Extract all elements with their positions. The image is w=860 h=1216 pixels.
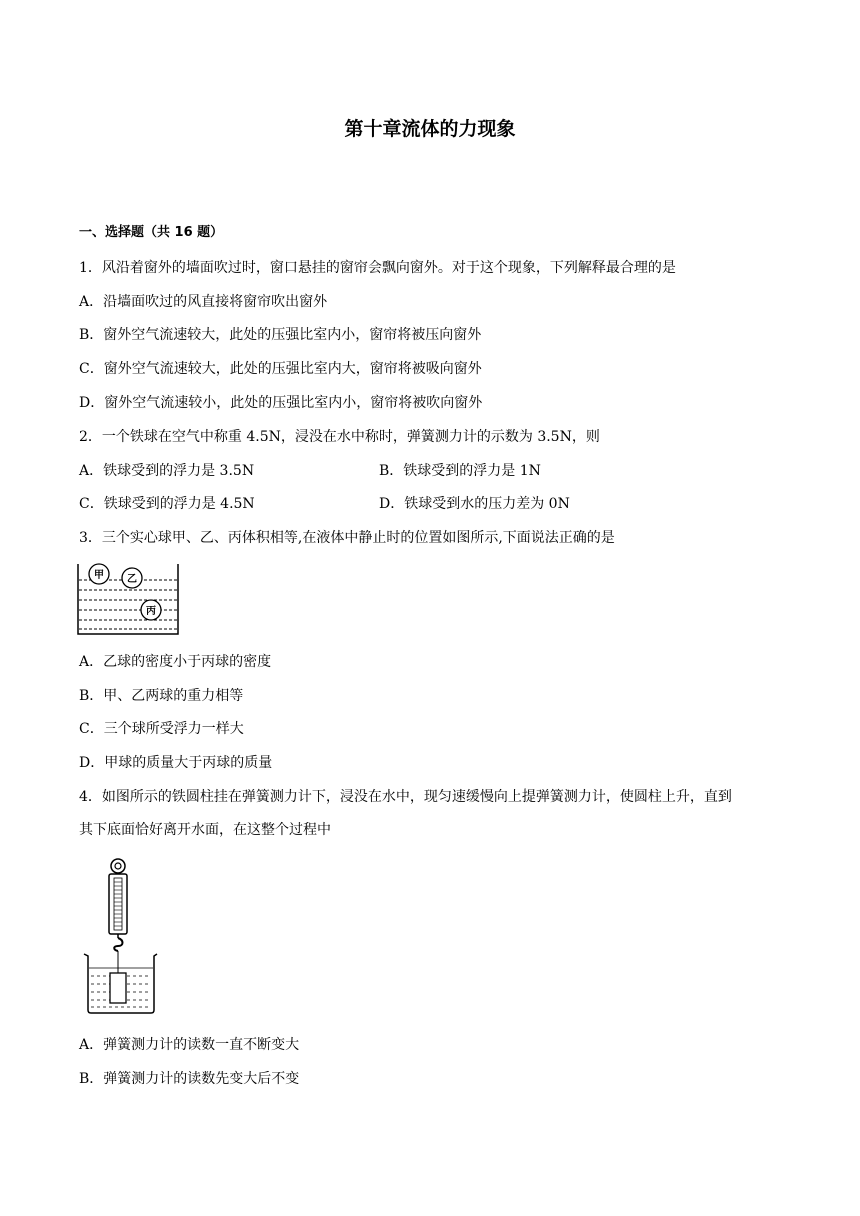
ball-jia-label: 甲 [94, 570, 104, 581]
question-3-option-a: A．乙球的密度小于丙球的密度 [79, 654, 272, 670]
scale-top-ring [111, 859, 125, 873]
page-title: 第十章流体的力现象 [344, 118, 516, 140]
question-4-stem-line1: 4．如图所示的铁圆柱挂在弹簧测力计下，浸没在水中，现匀速缓慢向上提弹簧测力计，使圆柱上升，直到 [79, 789, 732, 805]
ball-yi-label: 乙 [127, 574, 137, 585]
question-2-stem: 2．一个铁球在空气中称重 4.5N，浸没在水中称时，弹簧测力计的示数为 3.5N，则 [79, 429, 600, 445]
question-1-option-c: C．窗外空气流速较大，此处的压强比室内大，窗帘将被吸向窗外 [79, 361, 482, 377]
question-1-stem: 1．风沿着窗外的墙面吹过时，窗口悬挂的窗帘会飘向窗外。对于这个现象，下列解释最合理的是 [79, 260, 676, 276]
ball-bing-label: 丙 [146, 606, 156, 617]
question-3-option-b: B．甲、乙两球的重力相等 [79, 688, 244, 704]
question-2-option-c: C．铁球受到的浮力是 4.5N [79, 496, 255, 512]
question-4-stem-line2: 其下底面恰好离开水面，在这整个过程中 [79, 822, 331, 838]
question-3-option-c: C．三个球所受浮力一样大 [79, 721, 244, 737]
question-1-option-b: B．窗外空气流速较大，此处的压强比室内小，窗帘将被压向窗外 [79, 327, 482, 343]
question-3-option-d: D．甲球的质量大于丙球的质量 [79, 755, 273, 771]
question-2-option-a: A．铁球受到的浮力是 3.5N [79, 463, 255, 479]
question-2-option-b: B．铁球受到的浮力是 1N [379, 463, 541, 479]
question-1-option-d: D．窗外空气流速较小，此处的压强比室内小，窗帘将被吹向窗外 [79, 395, 483, 411]
scale-hook [114, 938, 122, 951]
spring-scale-figure [80, 856, 166, 1016]
question-4-option-b: B．弹簧测力计的读数先变大后不变 [79, 1071, 300, 1087]
iron-cylinder [110, 973, 126, 1003]
floating-balls-figure [76, 562, 180, 636]
section-heading: 一、选择题（共 16 题） [79, 225, 224, 240]
question-2-option-d: D．铁球受到水的压力差为 0N [379, 496, 570, 512]
question-4-option-a: A．弹簧测力计的读数一直不断变大 [79, 1037, 300, 1053]
question-3-stem: 3．三个实心球甲、乙、丙体积相等,在液体中静止时的位置如图所示,下面说法正确的是 [79, 530, 615, 546]
question-1-option-a: A．沿墙面吹过的风直接将窗帘吹出窗外 [79, 294, 328, 310]
